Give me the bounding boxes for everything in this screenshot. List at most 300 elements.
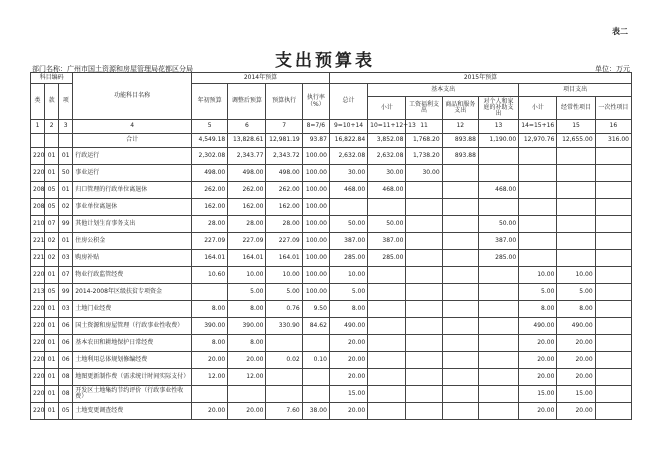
value-cell bbox=[557, 182, 595, 199]
value-cell: 38.00 bbox=[302, 403, 329, 420]
value-cell: 20.00 bbox=[557, 352, 595, 369]
function-name-cell: 物业行政监管经费 bbox=[73, 267, 192, 284]
xiang-cell: 99 bbox=[59, 284, 73, 301]
value-cell bbox=[442, 182, 478, 199]
header-kuan: 款 bbox=[45, 84, 59, 120]
value-cell: 20.00 bbox=[228, 403, 266, 420]
total-cell: 93.87 bbox=[302, 134, 329, 148]
function-name-cell: 土地门业经费 bbox=[73, 301, 192, 318]
header-execution-rate: 执行率（%） bbox=[302, 84, 329, 120]
lei-cell: 220 bbox=[31, 352, 45, 369]
value-cell bbox=[595, 250, 631, 267]
header-goods-services: 商品和服务支出 bbox=[442, 97, 478, 120]
value-cell: 5.00 bbox=[519, 284, 557, 301]
value-cell bbox=[406, 250, 442, 267]
value-cell bbox=[478, 335, 518, 352]
value-cell: 468.00 bbox=[329, 182, 367, 199]
value-cell bbox=[595, 199, 631, 216]
value-cell bbox=[266, 335, 302, 352]
value-cell bbox=[557, 148, 595, 165]
function-name-cell: 住房公积金 bbox=[73, 233, 192, 250]
value-cell: 262.00 bbox=[266, 182, 302, 199]
value-cell bbox=[595, 182, 631, 199]
value-cell bbox=[302, 369, 329, 386]
value-cell bbox=[368, 267, 406, 284]
value-cell bbox=[406, 284, 442, 301]
value-cell: 387.00 bbox=[478, 233, 518, 250]
value-cell: 10.00 bbox=[266, 267, 302, 284]
xiang-cell: 03 bbox=[59, 301, 73, 318]
value-cell bbox=[406, 182, 442, 199]
value-cell bbox=[406, 301, 442, 318]
header-function-name: 功能科目名称 bbox=[73, 73, 192, 120]
header-project-subtotal: 小计 bbox=[519, 97, 557, 120]
value-cell bbox=[368, 284, 406, 301]
total-cell: 12,655.00 bbox=[557, 134, 595, 148]
total-cell: 1,768.20 bbox=[406, 134, 442, 148]
total-row bbox=[31, 134, 632, 148]
kuan-cell: 02 bbox=[45, 233, 59, 250]
value-cell: 387.00 bbox=[368, 233, 406, 250]
index-cell: 15 bbox=[557, 120, 595, 134]
value-cell bbox=[442, 216, 478, 233]
value-cell bbox=[228, 386, 266, 403]
value-cell bbox=[266, 386, 302, 403]
value-cell: 498.00 bbox=[192, 165, 228, 182]
value-cell: 50.00 bbox=[478, 216, 518, 233]
xiang-cell: 02 bbox=[59, 199, 73, 216]
lei-cell: 220 bbox=[31, 403, 45, 420]
value-cell bbox=[192, 284, 228, 301]
value-cell: 20.00 bbox=[557, 335, 595, 352]
value-cell: 468.00 bbox=[478, 182, 518, 199]
value-cell: 10.00 bbox=[519, 267, 557, 284]
lei-cell: 220 bbox=[31, 148, 45, 165]
value-cell bbox=[406, 403, 442, 420]
xiang-cell: 01 bbox=[59, 233, 73, 250]
value-cell bbox=[442, 352, 478, 369]
table-row bbox=[31, 165, 632, 182]
header-lei: 类 bbox=[31, 84, 45, 120]
table-row bbox=[31, 250, 632, 267]
header-2014-budget: 2014年预算 bbox=[192, 73, 330, 84]
value-cell: 100.00 bbox=[302, 267, 329, 284]
value-cell: 20.00 bbox=[519, 352, 557, 369]
value-cell: 20.00 bbox=[228, 352, 266, 369]
value-cell bbox=[442, 335, 478, 352]
value-cell bbox=[478, 148, 518, 165]
header-xiang: 项 bbox=[59, 84, 73, 120]
value-cell bbox=[302, 335, 329, 352]
xiang-cell: 08 bbox=[59, 386, 73, 403]
value-cell: 10.60 bbox=[192, 267, 228, 284]
total-cell: 13,828.61 bbox=[228, 134, 266, 148]
value-cell: 8.00 bbox=[228, 301, 266, 318]
value-cell: 28.00 bbox=[266, 216, 302, 233]
value-cell: 20.00 bbox=[329, 335, 367, 352]
lei-cell: 220 bbox=[31, 335, 45, 352]
kuan-cell: 01 bbox=[45, 352, 59, 369]
value-cell: 390.00 bbox=[228, 318, 266, 335]
value-cell bbox=[478, 165, 518, 182]
value-cell: 8.00 bbox=[519, 301, 557, 318]
value-cell: 12.00 bbox=[192, 369, 228, 386]
table-row bbox=[31, 148, 632, 165]
function-name-cell: 2014-2008年区级扶贫专项资金 bbox=[73, 284, 192, 301]
value-cell: 162.00 bbox=[228, 199, 266, 216]
index-cell: 8=7/6 bbox=[302, 120, 329, 134]
value-cell: 285.00 bbox=[368, 250, 406, 267]
value-cell: 12.00 bbox=[228, 369, 266, 386]
value-cell bbox=[368, 369, 406, 386]
lei-cell: 220 bbox=[31, 369, 45, 386]
page-title: 支出预算表 bbox=[275, 51, 375, 71]
value-cell: 84.62 bbox=[302, 318, 329, 335]
value-cell: 262.00 bbox=[192, 182, 228, 199]
value-cell: 100.00 bbox=[302, 148, 329, 165]
lei-cell: 221 bbox=[31, 233, 45, 250]
value-cell: 7.60 bbox=[266, 403, 302, 420]
value-cell bbox=[478, 403, 518, 420]
total-cell: 16,822.84 bbox=[329, 134, 367, 148]
function-name-cell: 基本农田和耕地保护日常经费 bbox=[73, 335, 192, 352]
value-cell bbox=[368, 199, 406, 216]
value-cell bbox=[442, 386, 478, 403]
value-cell: 50.00 bbox=[329, 216, 367, 233]
value-cell bbox=[368, 335, 406, 352]
value-cell bbox=[519, 165, 557, 182]
kuan-cell: 01 bbox=[45, 386, 59, 403]
value-cell: 490.00 bbox=[557, 318, 595, 335]
function-name-cell: 事业单位离退休 bbox=[73, 199, 192, 216]
value-cell: 20.00 bbox=[519, 403, 557, 420]
kuan-cell: 01 bbox=[45, 335, 59, 352]
value-cell: 15.00 bbox=[329, 386, 367, 403]
xiang-cell: 08 bbox=[59, 369, 73, 386]
value-cell: 30.00 bbox=[406, 165, 442, 182]
value-cell: 164.01 bbox=[228, 250, 266, 267]
value-cell: 1,738.20 bbox=[406, 148, 442, 165]
value-cell: 262.00 bbox=[228, 182, 266, 199]
value-cell bbox=[595, 148, 631, 165]
value-cell: 2,632.08 bbox=[368, 148, 406, 165]
index-cell: 5 bbox=[192, 120, 228, 134]
value-cell: 100.00 bbox=[302, 182, 329, 199]
xiang-cell: 05 bbox=[59, 403, 73, 420]
value-cell bbox=[302, 386, 329, 403]
index-cell: 14=15+16 bbox=[519, 120, 557, 134]
function-name-cell: 行政运行 bbox=[73, 148, 192, 165]
table-row bbox=[31, 267, 632, 284]
kuan-cell: 01 bbox=[45, 301, 59, 318]
value-cell: 0.10 bbox=[302, 352, 329, 369]
index-cell: 12 bbox=[442, 120, 478, 134]
table-row bbox=[31, 369, 632, 386]
table-row bbox=[31, 216, 632, 233]
value-cell: 227.09 bbox=[192, 233, 228, 250]
value-cell: 100.00 bbox=[302, 165, 329, 182]
function-name-cell: 国土资源和房屋管理（行政事业性收费） bbox=[73, 318, 192, 335]
kuan-cell: 01 bbox=[45, 318, 59, 335]
value-cell: 100.00 bbox=[302, 216, 329, 233]
function-name-cell: 土地变更调查经费 bbox=[73, 403, 192, 420]
index-cell: 13 bbox=[478, 120, 518, 134]
value-cell bbox=[478, 369, 518, 386]
value-cell: 20.00 bbox=[192, 403, 228, 420]
value-cell: 2,632.08 bbox=[329, 148, 367, 165]
value-cell bbox=[595, 216, 631, 233]
value-cell bbox=[478, 352, 518, 369]
blank-cell bbox=[31, 134, 45, 148]
sheet-number: 表二 bbox=[612, 27, 628, 36]
value-cell bbox=[192, 386, 228, 403]
index-cell: 6 bbox=[228, 120, 266, 134]
xiang-cell: 01 bbox=[59, 182, 73, 199]
header-code-group: 科目编码 bbox=[31, 73, 73, 84]
value-cell: 8.00 bbox=[228, 335, 266, 352]
value-cell: 0.76 bbox=[266, 301, 302, 318]
value-cell: 5.00 bbox=[557, 284, 595, 301]
value-cell bbox=[406, 335, 442, 352]
header-total: 总计 bbox=[329, 84, 367, 120]
header-project-expenditure: 项目支出 bbox=[519, 84, 632, 97]
value-cell bbox=[557, 233, 595, 250]
xiang-cell: 01 bbox=[59, 148, 73, 165]
value-cell: 387.00 bbox=[329, 233, 367, 250]
value-cell: 8.00 bbox=[557, 301, 595, 318]
total-cell: 4,549.18 bbox=[192, 134, 228, 148]
kuan-cell: 02 bbox=[45, 250, 59, 267]
xiang-cell: 03 bbox=[59, 250, 73, 267]
value-cell bbox=[442, 250, 478, 267]
header-recurring-project: 经常性项目 bbox=[557, 97, 595, 120]
table-row bbox=[31, 335, 632, 352]
index-cell: 3 bbox=[59, 120, 73, 134]
value-cell: 100.00 bbox=[302, 199, 329, 216]
total-cell: 12,970.76 bbox=[519, 134, 557, 148]
value-cell: 8.00 bbox=[192, 301, 228, 318]
value-cell: 5.00 bbox=[228, 284, 266, 301]
value-cell bbox=[442, 165, 478, 182]
table-row bbox=[31, 352, 632, 369]
value-cell bbox=[442, 199, 478, 216]
value-cell: 30.00 bbox=[329, 165, 367, 182]
value-cell bbox=[595, 318, 631, 335]
function-name-cell: 归口管理的行政单位离退休 bbox=[73, 182, 192, 199]
index-cell: 9=10+14 bbox=[329, 120, 367, 134]
value-cell: 100.00 bbox=[302, 250, 329, 267]
value-cell bbox=[478, 301, 518, 318]
header-onetime-project: 一次性项目 bbox=[595, 97, 631, 120]
value-cell bbox=[519, 233, 557, 250]
value-cell bbox=[406, 233, 442, 250]
value-cell bbox=[442, 369, 478, 386]
value-cell: 468.00 bbox=[368, 182, 406, 199]
value-cell: 100.00 bbox=[302, 284, 329, 301]
value-cell: 164.01 bbox=[192, 250, 228, 267]
total-label: 合计 bbox=[73, 134, 192, 148]
value-cell: 20.00 bbox=[329, 352, 367, 369]
value-cell bbox=[557, 165, 595, 182]
value-cell: 9.50 bbox=[302, 301, 329, 318]
value-cell: 2,343.77 bbox=[228, 148, 266, 165]
value-cell: 498.00 bbox=[266, 165, 302, 182]
value-cell: 285.00 bbox=[329, 250, 367, 267]
kuan-cell: 01 bbox=[45, 148, 59, 165]
value-cell bbox=[478, 318, 518, 335]
lei-cell: 220 bbox=[31, 301, 45, 318]
xiang-cell: 06 bbox=[59, 318, 73, 335]
value-cell bbox=[266, 369, 302, 386]
value-cell bbox=[406, 352, 442, 369]
header-basic-subtotal: 小计 bbox=[368, 97, 406, 120]
header-personal-subsidy: 对个人和家庭的补助支出 bbox=[478, 97, 518, 120]
value-cell: 20.00 bbox=[557, 403, 595, 420]
department-name: 部门名称：广州市国土资源和房屋管理局花都区分局 bbox=[32, 65, 193, 73]
value-cell bbox=[557, 250, 595, 267]
value-cell bbox=[595, 284, 631, 301]
lei-cell: 213 bbox=[31, 284, 45, 301]
header-executed: 预算执行 bbox=[266, 84, 302, 120]
value-cell: 2,302.08 bbox=[192, 148, 228, 165]
value-cell: 498.00 bbox=[228, 165, 266, 182]
value-cell: 15.00 bbox=[519, 386, 557, 403]
value-cell: 20.00 bbox=[329, 403, 367, 420]
table-row bbox=[31, 301, 632, 318]
total-cell: 893.88 bbox=[442, 134, 478, 148]
value-cell bbox=[442, 403, 478, 420]
value-cell bbox=[406, 199, 442, 216]
xiang-cell: 07 bbox=[59, 267, 73, 284]
function-name-cell: 其他计划生育事务支出 bbox=[73, 216, 192, 233]
blank-cell bbox=[45, 134, 59, 148]
table-row bbox=[31, 386, 632, 403]
value-cell: 20.00 bbox=[557, 369, 595, 386]
lei-cell: 220 bbox=[31, 386, 45, 403]
value-cell bbox=[406, 267, 442, 284]
table-row bbox=[31, 182, 632, 199]
kuan-cell: 01 bbox=[45, 165, 59, 182]
header-adjusted-budget: 调整后预算 bbox=[228, 84, 266, 120]
function-name-cell: 开发区土地集约节约评价（行政事业性收费） bbox=[73, 386, 192, 403]
lei-cell: 220 bbox=[31, 165, 45, 182]
value-cell: 390.00 bbox=[192, 318, 228, 335]
total-cell: 3,852.08 bbox=[368, 134, 406, 148]
value-cell bbox=[519, 148, 557, 165]
column-index-row bbox=[31, 120, 632, 134]
value-cell: 28.00 bbox=[192, 216, 228, 233]
header-basic-expenditure: 基本支出 bbox=[368, 84, 519, 97]
value-cell bbox=[368, 352, 406, 369]
table-row bbox=[31, 233, 632, 250]
value-cell bbox=[478, 267, 518, 284]
lei-cell: 221 bbox=[31, 250, 45, 267]
value-cell: 285.00 bbox=[478, 250, 518, 267]
kuan-cell: 05 bbox=[45, 199, 59, 216]
lei-cell: 210 bbox=[31, 216, 45, 233]
xiang-cell: 50 bbox=[59, 165, 73, 182]
value-cell: 8.00 bbox=[192, 335, 228, 352]
value-cell: 5.00 bbox=[266, 284, 302, 301]
value-cell: 20.00 bbox=[519, 335, 557, 352]
value-cell bbox=[406, 216, 442, 233]
value-cell bbox=[595, 403, 631, 420]
value-cell bbox=[442, 284, 478, 301]
value-cell: 20.00 bbox=[192, 352, 228, 369]
kuan-cell: 07 bbox=[45, 216, 59, 233]
table-row bbox=[31, 318, 632, 335]
index-cell: 10=11+12+13 bbox=[368, 120, 406, 134]
value-cell: 162.00 bbox=[192, 199, 228, 216]
value-cell bbox=[595, 386, 631, 403]
value-cell: 20.00 bbox=[329, 369, 367, 386]
value-cell: 10.00 bbox=[329, 267, 367, 284]
lei-cell: 208 bbox=[31, 182, 45, 199]
value-cell: 28.00 bbox=[228, 216, 266, 233]
function-name-cell: 事业运行 bbox=[73, 165, 192, 182]
header-initial-budget: 年初预算 bbox=[192, 84, 228, 120]
table-row bbox=[31, 199, 632, 216]
kuan-cell: 01 bbox=[45, 267, 59, 284]
function-name-cell: 购房补贴 bbox=[73, 250, 192, 267]
xiang-cell: 99 bbox=[59, 216, 73, 233]
value-cell bbox=[595, 369, 631, 386]
total-cell: 1,190.00 bbox=[478, 134, 518, 148]
value-cell: 227.09 bbox=[228, 233, 266, 250]
value-cell bbox=[329, 199, 367, 216]
value-cell bbox=[595, 233, 631, 250]
blank-cell bbox=[59, 134, 73, 148]
value-cell bbox=[478, 199, 518, 216]
table-row bbox=[31, 403, 632, 420]
xiang-cell: 06 bbox=[59, 335, 73, 352]
value-cell bbox=[478, 386, 518, 403]
table-row bbox=[31, 284, 632, 301]
budget-table bbox=[30, 72, 632, 420]
value-cell: 100.00 bbox=[302, 233, 329, 250]
value-cell: 10.00 bbox=[557, 267, 595, 284]
value-cell: 227.09 bbox=[266, 233, 302, 250]
index-cell: 4 bbox=[73, 120, 192, 134]
kuan-cell: 01 bbox=[45, 403, 59, 420]
lei-cell: 220 bbox=[31, 318, 45, 335]
value-cell: 162.00 bbox=[266, 199, 302, 216]
value-cell bbox=[368, 318, 406, 335]
function-name-cell: 土地利用总体规划修编经费 bbox=[73, 352, 192, 369]
value-cell: 2,343.72 bbox=[266, 148, 302, 165]
value-cell bbox=[442, 267, 478, 284]
value-cell bbox=[406, 386, 442, 403]
xiang-cell: 06 bbox=[59, 352, 73, 369]
value-cell: 0.02 bbox=[266, 352, 302, 369]
index-cell: 7 bbox=[266, 120, 302, 134]
index-cell: 1 bbox=[31, 120, 45, 134]
value-cell bbox=[442, 233, 478, 250]
value-cell: 20.00 bbox=[519, 369, 557, 386]
lei-cell: 220 bbox=[31, 267, 45, 284]
value-cell bbox=[406, 318, 442, 335]
value-cell: 50.00 bbox=[368, 216, 406, 233]
value-cell bbox=[368, 403, 406, 420]
value-cell bbox=[442, 301, 478, 318]
value-cell bbox=[595, 267, 631, 284]
value-cell bbox=[519, 216, 557, 233]
value-cell: 5.00 bbox=[329, 284, 367, 301]
value-cell bbox=[519, 199, 557, 216]
header-2015-budget: 2015年预算 bbox=[329, 73, 631, 84]
value-cell: 490.00 bbox=[519, 318, 557, 335]
value-cell: 164.01 bbox=[266, 250, 302, 267]
